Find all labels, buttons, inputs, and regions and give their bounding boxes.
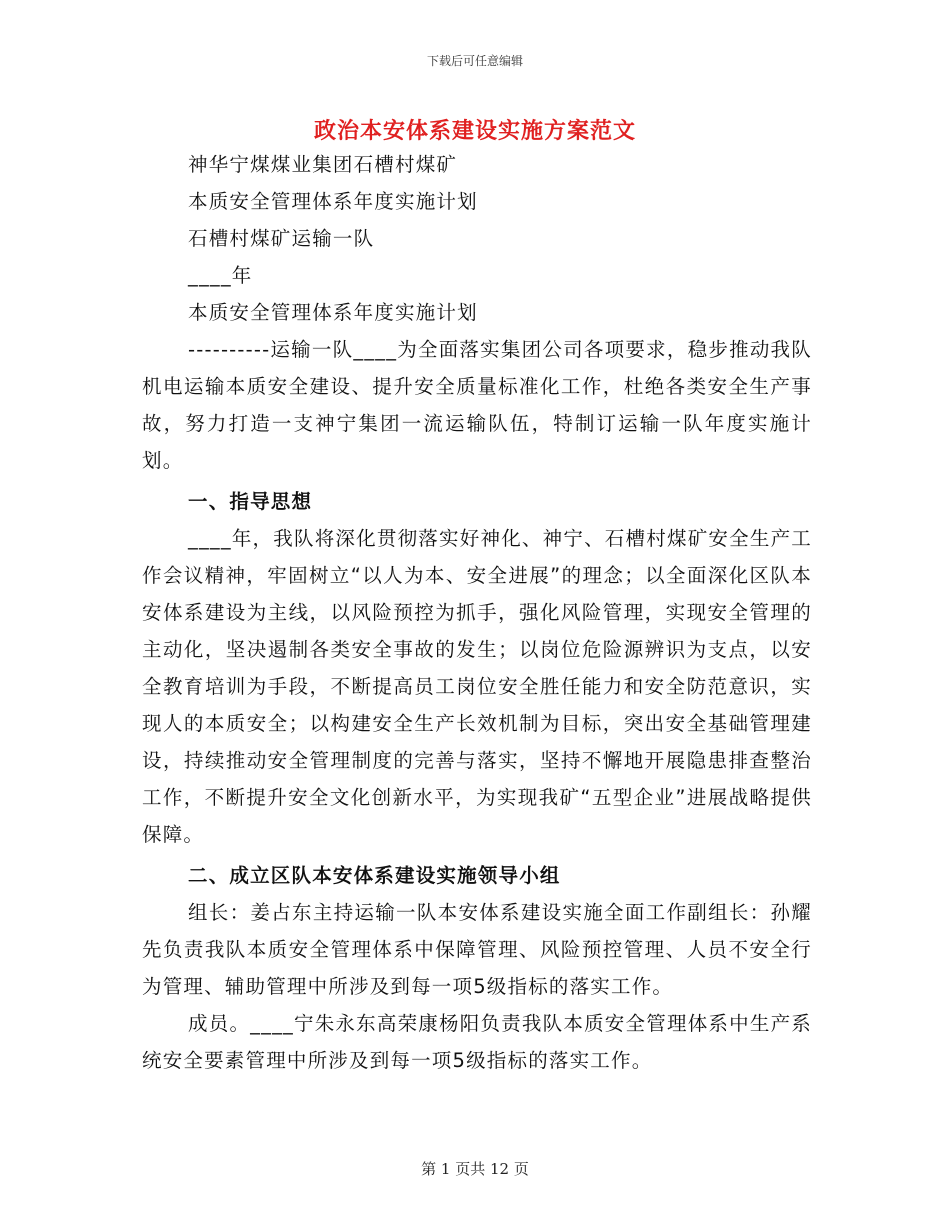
document-body xyxy=(142,146,812,1079)
section-heading-leadership-group: 二、成立区队本安体系建设实施领导小组 xyxy=(188,864,561,887)
page-header: 下载后可任意编辑 xyxy=(426,54,523,68)
company-name-line: 神华宁煤煤业集团石槽村煤矿 xyxy=(188,153,458,176)
team-name-line: 石槽村煤矿运输一队 xyxy=(188,227,375,250)
year-line: ____年 xyxy=(188,264,253,287)
intro-paragraph: ----------运输一队____为全面落实集团公司各项要求，稳步推动我队机电运输本质安全建设、提升安全质量标准化工作，杜绝各类安全生产事故，努力打造一支神宁集团一流运输队伍，特制订运输一队年度实施计划。 xyxy=(142,338,812,472)
document-title: 政治本安体系建设实施方案范文 xyxy=(313,118,636,144)
plan-title-repeat-line: 本质安全管理体系年度实施计划 xyxy=(188,301,478,324)
plan-title-line: 本质安全管理体系年度实施计划 xyxy=(188,190,478,213)
members-paragraph: 成员。____宁朱永东高荣康杨阳负责我队本质安全管理体系中生产系统安全要素管理中所涉及到每一项5级指标的落实工作。 xyxy=(142,1012,812,1072)
guiding-ideology-paragraph: ____年，我队将深化贯彻落实好神化、神宁、石槽村煤矿安全生产工作会议精神，牢固树立“以人为本、安全进展”的理念；以全面深化区队本安体系建设为主线，以风险预控为抓手，强化风险管理，实现安全管理的主动化，坚决遏制各类安全事故的发生；以岗位危险源辨识为支点，以安全教育培训为手段，不断提高员工岗位安全胜任能力和安全防范意识，实现人的本质安全；以构建安全生产长效机制为目标，突出安全基础管理建设，持续推动安全管理制度的完善与落实，坚持不懈地开展隐患排查整治工作，不断提升安全文化创新水平，为实现我矿“五型企业”进展战略提供保障。 xyxy=(142,527,812,846)
page-number-footer: 第 1 页共 12 页 xyxy=(421,1160,529,1178)
section-heading-guiding-ideology: 一、指导思想 xyxy=(188,490,313,513)
leadership-group-paragraph: 组长：姜占东主持运输一队本安体系建设实施全面工作副组长：孙耀先负责我队本质安全管理体系中保障管理、风险预控管理、人员不安全行为管理、辅助管理中所涉及到每一项5级指标的落实工作。 xyxy=(142,901,812,998)
